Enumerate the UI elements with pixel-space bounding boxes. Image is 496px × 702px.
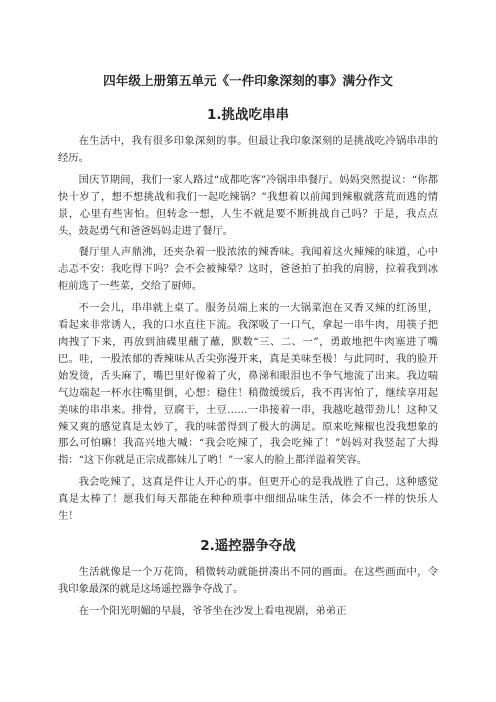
section-heading: 2.遥控器争夺战 [200, 537, 296, 554]
paragraph: 在生活中，我有很多印象深刻的事。但最让我印象深刻的是挑战吃冷锅串串的经历。 [58, 135, 438, 164]
essay-section-1 [58, 103, 438, 525]
paragraph: 生活就像是一个万花筒，稍微转动就能拼凑出不同的画面。在这些画面中，令我印象最深的就是这场遥控器争夺战了。 [58, 565, 438, 595]
paragraph: 不一会儿，串串就上桌了。服务员端上来的一大锅菜泡在又香又辣的红汤里，看起来非常诱人，我的口水直往下流。我深吸了一口气，拿起一串牛肉，用筷子把肉拽了下来，再放到油碟里蘸了蘸，默数“三、二、一”，勇敢地把牛肉塞进了嘴巴。哇，一股浓郁的香辣味从舌尖弥漫开来，真是美味至极！与此同时，我的脸开始发烫，舌头麻了，嘴巴里好像着了火，鼻涕和眼泪也不争气地流了出来。我边喘气边端起一杯水往嘴里倒，心想：稳住！稍微缓缓后，我不再害怕了，继续享用起美味的串串来。排骨，豆腐干，土豆……一串接着一串，我越吃越带劲儿！这种又辣又爽的感觉真是太妙了，我的味蕾得到了极大的满足。原来吃辣椒也没我想象的那么可怕嘛！我高兴地大喊：“我会吃辣了，我会吃辣了！”妈妈对我竖起了大拇指：“这下你就是正宗成都妹儿了哟！”一家人的脸上都洋溢着笑容。 [58, 302, 438, 467]
paragraph: 国庆节期间，我们一家人路过“成都吃客”冷锅串串餐厅。妈妈突然提议：“你都快十岁了，想不想挑战和我们一起吃辣锅？”我想着以前闻到辣椒就落荒而逃的情景，心里有些害怕。但转念一想，人生不就是要不断挑战自己吗？于是，我点点头，鼓起勇气和爸爸妈妈走进了餐厅。 [58, 173, 438, 237]
document-title: 四年级上册第五单元《一件印象深刻的事》满分作文 [103, 73, 393, 88]
section-heading: 1.挑战吃串串 [206, 107, 290, 123]
paragraph: 在一个阳光明媚的早晨，爷爷坐在沙发上看电视剧，弟弟正 [78, 604, 347, 617]
essay-section-2 [58, 534, 438, 620]
paragraph: 餐厅里人声鼎沸，还夹杂着一股浓浓的辣香味。我闻着这火辣辣的味道，心中忐忑不安：我吃得下吗？会不会被辣晕？这时，爸爸拍了拍我的肩膀，拉着我到冰柜前选了一些菜，交给了厨师。 [58, 246, 438, 293]
paragraph: 我会吃辣了，这真是件让人开心的事。但更开心的是我战胜了自己，这种感觉真是太棒了！愿我们每天都能在种种琐事中细细品味生活，体会不一样的快乐人生！ [58, 476, 438, 523]
